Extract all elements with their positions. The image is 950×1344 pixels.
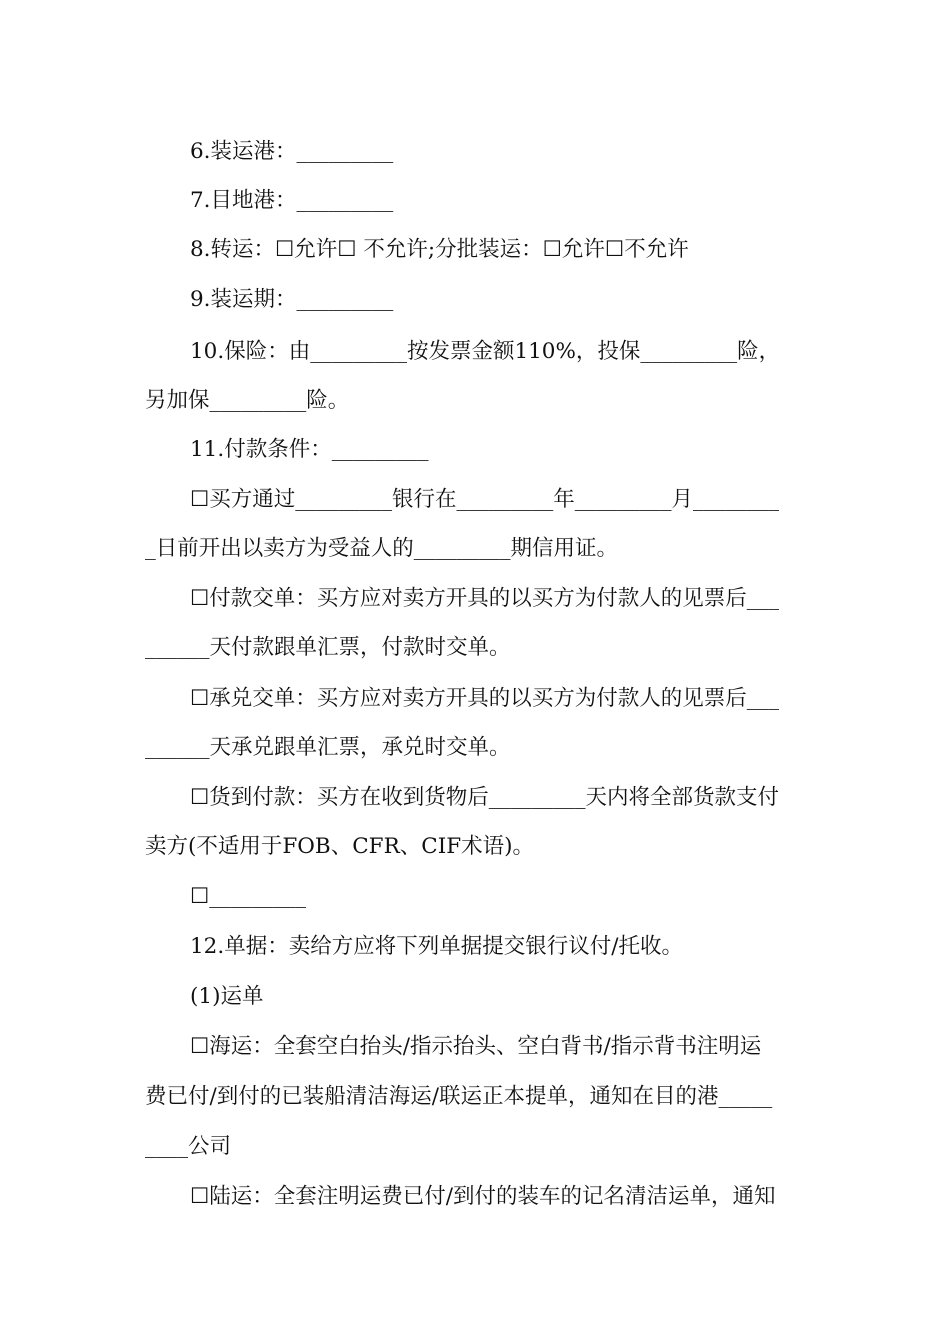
payment-option-letter-of-credit: ☐买方通过_________银行在_________年_________月________ (190, 487, 780, 512)
clause-7-destination-port: 7.目地港：_________ (190, 188, 394, 213)
payment-option-cash-on-delivery: ☐货到付款：买方在收到货物后_________天内将全部货款支付 (190, 785, 780, 810)
clause-11-payment-terms: 11.付款条件：_________ (190, 437, 429, 462)
documents-item-1-waybill: (1)运单 (190, 984, 264, 1009)
waybill-option-ocean: ☐海运：全套空白抬头/指示抬头、空白背书/指示背书注明运 (190, 1034, 762, 1059)
payment-option-cash-on-delivery-continued: 卖方(不适用于FOB、CFR、CIF术语)。 (145, 834, 535, 859)
payment-option-other: ☐_________ (190, 884, 307, 909)
waybill-option-ocean-company: ____公司 (145, 1134, 232, 1159)
waybill-option-land: ☐陆运：全套注明运费已付/到付的装车的记名清洁运单，通知 (190, 1184, 776, 1209)
waybill-option-ocean-continued: 费已付/到付的已装船清洁海运/联运正本提单，通知在目的港_____ (145, 1084, 773, 1109)
clause-8-transshipment: 8.转运：☐允许☐ 不允许;分批装运：☐允许☐不允许 (190, 237, 689, 262)
payment-option-documents-against-payment: ☐付款交单：买方应对卖方开具的以买方为付款人的见票后___ (190, 586, 780, 611)
clause-10-insurance-continued: 另加保_________险。 (145, 388, 350, 413)
payment-option-documents-against-acceptance-continued: ______天承兑跟单汇票，承兑时交单。 (145, 735, 511, 760)
clause-10-insurance: 10.保险：由_________按发票金额110%，投保_________险， (190, 339, 781, 364)
payment-option-letter-of-credit-continued: _日前开出以卖方为受益人的_________期信用证。 (145, 536, 619, 561)
payment-option-documents-against-acceptance: ☐承兑交单：买方应对卖方开具的以买方为付款人的见票后___ (190, 686, 780, 711)
clause-6-loading-port: 6.装运港：_________ (190, 139, 394, 164)
clause-12-documents: 12.单据：卖给方应将下列单据提交银行议付/托收。 (190, 934, 683, 959)
payment-option-documents-against-payment-continued: ______天付款跟单汇票，付款时交单。 (145, 635, 511, 660)
clause-9-shipment-period: 9.装运期：_________ (190, 287, 394, 312)
